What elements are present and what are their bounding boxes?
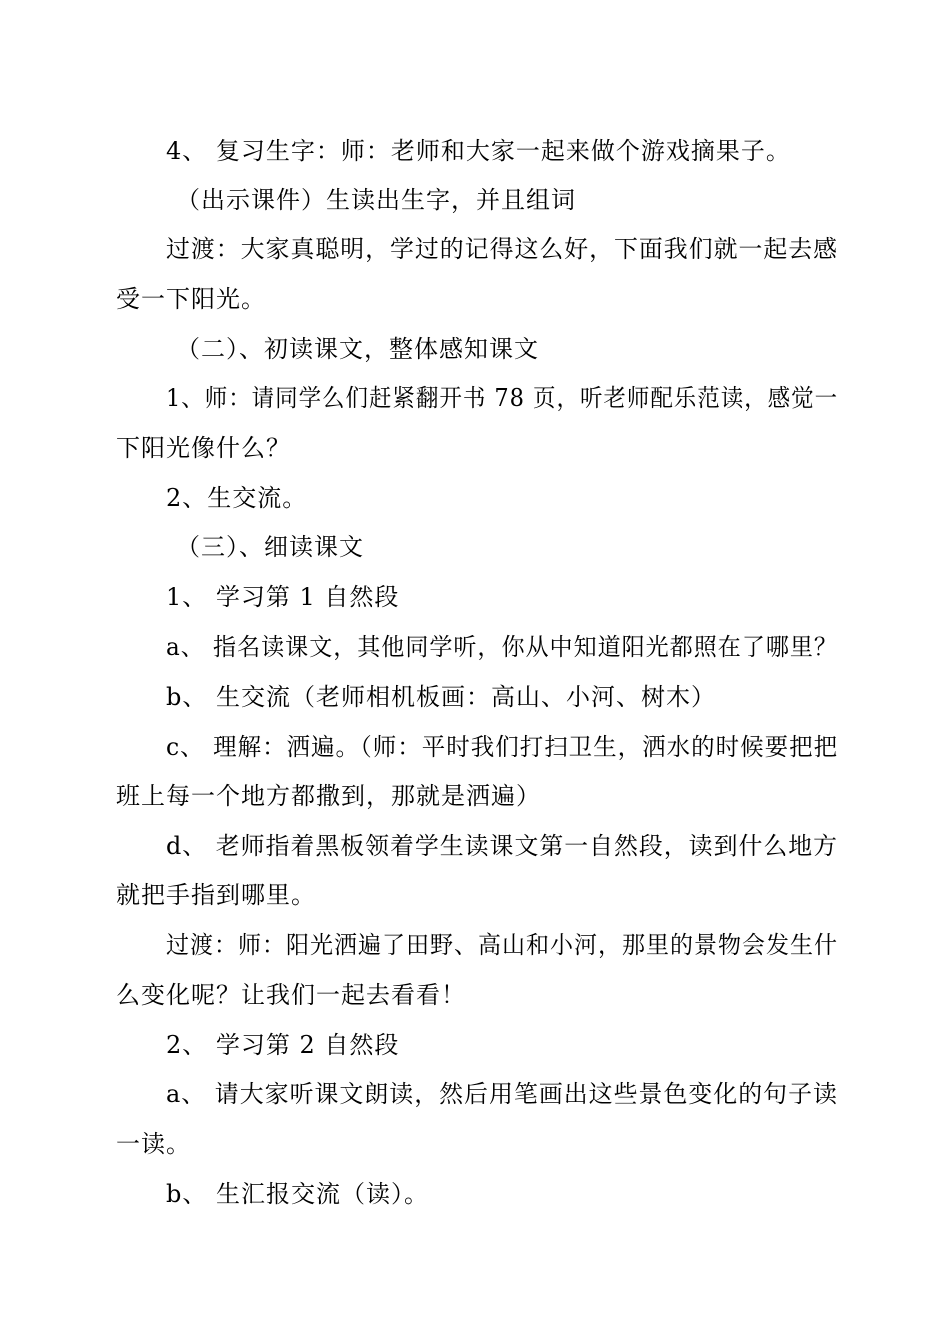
text-line: b、 生交流（老师相机板画：高山、小河、树木） [166,683,716,711]
text-line: 过渡：师：阳光洒遍了田野、高山和小河，那里的景物会发生什 [166,931,838,959]
text-line: a、 指名读课文，其他同学听，你从中知道阳光都照在了哪里？ [166,633,838,661]
text-line: 下阳光像什么？ [116,434,291,462]
text-line: 1、师：请同学么们赶紧翻开书 78 页，听老师配乐范读，感觉一 [166,384,839,412]
text-line: 1、 学习第 1 自然段 [166,583,400,611]
text-line: 受一下阳光。 [116,285,266,313]
text-line: 一读。 [116,1130,191,1158]
text-line: 就把手指到哪里。 [116,881,316,909]
text-line: c、 理解：洒遍。（师：平时我们打扫卫生，洒水的时候要把把 [166,733,839,761]
text-line: 过渡：大家真聪明，学过的记得这么好，下面我们就一起去感 [166,235,839,263]
text-line: （出示课件）生读出生字，并且组词 [176,186,576,214]
text-line: 班上每一个地方都撒到，那就是洒遍） [116,782,541,810]
text-line: 2、 学习第 2 自然段 [166,1031,400,1059]
text-line: 2、生交流。 [166,484,308,512]
text-line: 4、 复习生字：师：老师和大家一起来做个游戏摘果子。 [166,137,791,165]
text-line: a、 请大家听课文朗读，然后用笔画出这些景色变化的句子读 [166,1080,838,1108]
text-line: b、 生汇报交流（读）。 [166,1180,429,1208]
section-heading: （二）、初读课文，整体感知课文 [176,335,539,363]
text-line: d、 老师指着黑板领着学生读课文第一自然段，读到什么地方 [166,832,839,860]
text-line: 么变化呢？让我们一起去看看！ [116,981,466,1009]
section-heading: （三）、细读课文 [176,533,364,561]
